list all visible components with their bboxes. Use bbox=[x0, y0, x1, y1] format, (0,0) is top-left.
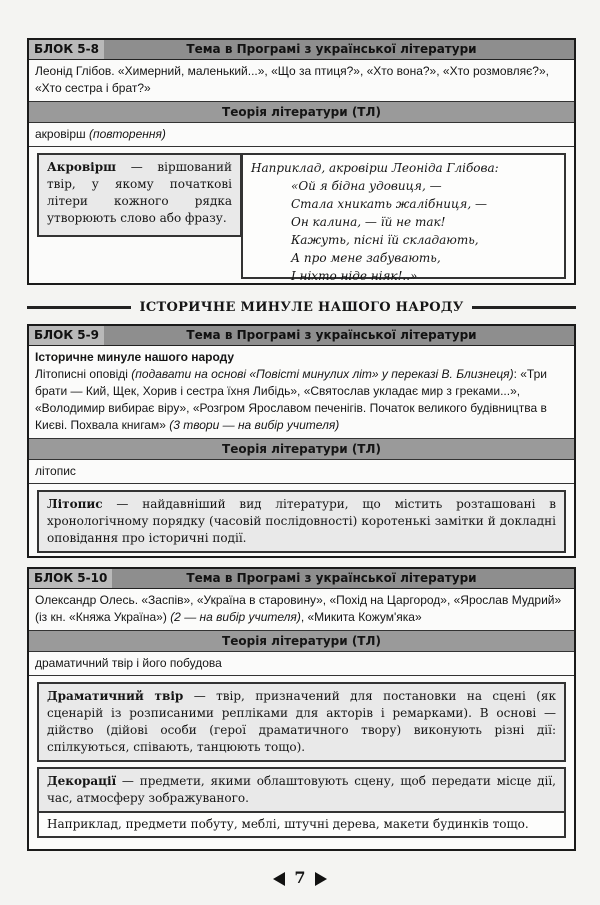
topic-title: Історичне минуле нашого народу bbox=[35, 350, 235, 364]
theory-header: Теорія літератури (ТЛ) bbox=[29, 631, 574, 652]
definition-text: — предмети, якими облаштовують сцену, щоб передати місце дії, час, атмосферу зображуваного. bbox=[47, 774, 556, 805]
poem-line: І ніхто ніде ніяк!..» bbox=[291, 269, 418, 283]
block-header-title: Тема в Програмі з української літератури bbox=[186, 42, 477, 56]
definition-term: Декорації bbox=[47, 774, 117, 788]
theory-term: драматичний твір і його побудова bbox=[29, 652, 574, 676]
block-header bbox=[29, 569, 574, 589]
definition-box bbox=[37, 153, 242, 237]
block-header bbox=[29, 40, 574, 60]
page-number-text: 7 bbox=[294, 868, 306, 887]
block-label: БЛОК 5-10 bbox=[29, 569, 112, 588]
example-poem bbox=[251, 177, 556, 285]
definition-area bbox=[29, 484, 574, 559]
triangle-left-icon bbox=[273, 872, 285, 886]
poem-line: «Ой я бідна удовиця, — bbox=[291, 179, 442, 193]
section-rule-left bbox=[27, 306, 131, 309]
block-header-title: Тема в Програмі з української літератури bbox=[186, 328, 477, 342]
section-rule-right bbox=[472, 306, 576, 309]
block-header-title: Тема в Програмі з української літератури bbox=[186, 571, 477, 585]
topic-text: Леонід Глібов. «Химерний, маленький...», «Що за птиця?», «Хто вона?», «Хто розмовляє?», «Хто сестра і брат?» bbox=[29, 60, 574, 102]
block-5-10 bbox=[27, 567, 576, 851]
block-label: БЛОК 5-8 bbox=[29, 40, 104, 59]
theory-term: літопис bbox=[29, 460, 574, 484]
definition-area bbox=[29, 676, 574, 844]
block-5-9 bbox=[27, 324, 576, 558]
definition-term: Драматичний твір bbox=[47, 689, 184, 703]
theory-header: Теорія літератури (ТЛ) bbox=[29, 439, 574, 460]
example-box: Наприклад, предмети побуту, меблі, штучні дерева, макети будинків тощо. bbox=[37, 813, 566, 838]
definition-term: Літопис bbox=[47, 497, 103, 511]
section-title-text: ІСТОРИЧНЕ МИНУЛЕ НАШОГО НАРОДУ bbox=[139, 299, 464, 315]
section-title bbox=[27, 299, 576, 315]
poem-line: Он калина, — їй не так! bbox=[291, 215, 446, 229]
definition-box-decor bbox=[37, 767, 566, 813]
definition-term: Акровірш bbox=[47, 160, 117, 174]
poem-line: Стала хникать жалібниця, — bbox=[291, 197, 487, 211]
example-box bbox=[241, 153, 566, 283]
block-5-8 bbox=[27, 38, 576, 285]
definition-box bbox=[37, 490, 566, 553]
theory-header: Теорія літератури (ТЛ) bbox=[29, 102, 574, 123]
poem-line: Кажуть, пісні їй складають, bbox=[291, 233, 479, 247]
definition-text: — віршований твір, у якому початкові літери кожного рядка утворюють слово або фразу. bbox=[47, 160, 232, 225]
example-intro: Наприклад, акровірш Леоніда Глібова: bbox=[251, 161, 499, 175]
triangle-right-icon bbox=[315, 872, 327, 886]
theory-term: акровірш (повторення) bbox=[29, 123, 574, 147]
topic-text: Історичне минуле нашого народу Літописні оповіді (подавати на основі «Повісті минулих літ» у переказі В. Близнеця): «Три брати — Кий, Щек, Хорив і сестра їхня Либідь», «Святослав укладає мир з греками...», «Володимир вибирає віру», «Розгром Ярославом печенігів. Початок великого будівництва в Києві. Похвала книгам» (3 твори — на вибір учителя) bbox=[29, 346, 574, 439]
definition-box-drama bbox=[37, 682, 566, 762]
page-number bbox=[0, 868, 600, 887]
definition-area bbox=[29, 147, 574, 285]
block-header bbox=[29, 326, 574, 346]
definition-text: — найдавніший вид літератури, що містить розташовані в хронологічному порядку (часовій послідовності) коротенькі замітки й докладні оповідання про історичні події. bbox=[47, 497, 556, 545]
topic-text: Олександр Олесь. «Заспів», «Україна в старовину», «Похід на Царгород», «Ярослав Мудрий» (із кн. «Княжа Україна») (2 — на вибір учителя), «Микита Кожум'яка» bbox=[29, 589, 574, 631]
poem-line: А про мене забувають, bbox=[291, 251, 441, 265]
definition-text: — твір, призначений для постановки на сцені (як сценарій із розписаними репліками для акторів і ремарками). В основі — дійство (дійові особи (герої драматичного твору) виконують різні дії: спілкуються, співають, танцюють тощо). bbox=[47, 689, 556, 754]
block-label: БЛОК 5-9 bbox=[29, 326, 104, 345]
